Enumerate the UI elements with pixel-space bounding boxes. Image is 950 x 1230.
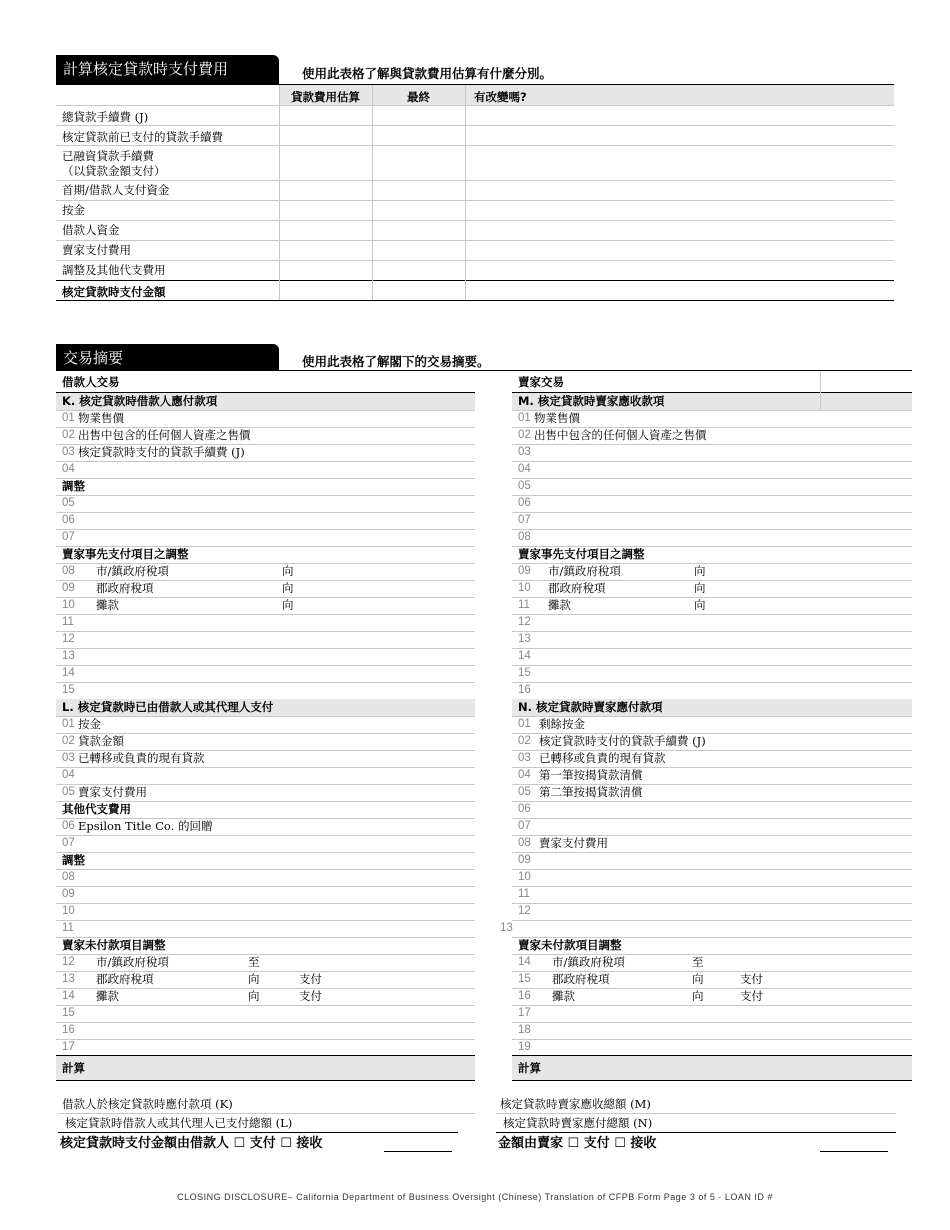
amount-blank (384, 1151, 452, 1152)
item: 郡政府稅項 (96, 581, 154, 595)
section2-tab: 交易摘要 (56, 344, 279, 371)
final-label: 核定貸款時支付金額由借款人 (60, 1136, 230, 1151)
line-number: 09 (62, 888, 75, 900)
line-number: 01 (518, 412, 531, 424)
line (512, 1005, 912, 1006)
line-number: 04 (62, 769, 75, 781)
unpaid-title: 賣家未付款項目調整 (62, 938, 166, 952)
paid: 支付 (740, 972, 763, 986)
line (56, 105, 894, 106)
paid: 支付 (740, 989, 763, 1003)
borrower-title: 借款人交易 (62, 375, 120, 389)
line-number: 07 (518, 514, 531, 526)
l-header: L. 核定貸款時已由借款人或其代理人支付 (62, 700, 274, 714)
calc-row: 核定貸款時賣家應付總額 (N) (503, 1116, 653, 1130)
line-number: 13 (62, 973, 75, 985)
line (56, 280, 894, 281)
line-number: 07 (62, 837, 75, 849)
line-number: 04 (518, 463, 531, 475)
line (512, 801, 912, 802)
line-number: 09 (518, 565, 531, 577)
line (372, 85, 373, 300)
final-label: 金額由賣家 (498, 1136, 564, 1151)
item: 市/鎮政府稅項 (552, 955, 625, 969)
line (512, 682, 912, 683)
line-number: 16 (62, 1024, 75, 1036)
adjustments-title: 調整 (62, 479, 85, 493)
row-total-fees: 總貸款手續費 (J) (62, 110, 149, 124)
row-financed-sub: （以貸款金額支付） (62, 164, 166, 178)
line-number: 15 (518, 667, 531, 679)
calc-title: 計算 (62, 1061, 85, 1075)
to: 向 (694, 564, 706, 578)
line (56, 1022, 475, 1023)
line-number: 14 (518, 956, 531, 968)
item: 攤款 (96, 598, 119, 612)
item: 已轉移或負責的現有貸款 (539, 751, 666, 765)
item: 郡政府稅項 (96, 972, 154, 986)
item: 賣家支付費用 (539, 836, 608, 850)
row-adjustments: 調整及其他代支費用 (62, 263, 166, 277)
to: 向 (694, 581, 706, 595)
line-number: 05 (518, 480, 531, 492)
line-number: 17 (62, 1041, 75, 1053)
line (512, 818, 912, 819)
line-item: 已轉移或負責的現有貸款 (78, 751, 205, 765)
line-number: 01 (62, 412, 75, 424)
line-number: 03 (518, 752, 531, 764)
line (496, 1113, 896, 1114)
line (56, 1039, 475, 1040)
line (56, 220, 894, 221)
line-number: 03 (62, 446, 75, 458)
line (56, 648, 475, 649)
line (512, 597, 912, 598)
line-item: 核定貸款時支付的貸款手續費 (J) (78, 445, 245, 459)
line (56, 920, 475, 921)
to: 向 (692, 989, 704, 1003)
line (56, 869, 475, 870)
line-number: 13 (500, 922, 513, 934)
col-final: 最終 (407, 90, 430, 104)
line-number: 10 (518, 582, 531, 594)
row-funds: 借款人資金 (62, 223, 120, 237)
line (56, 512, 475, 513)
row-seller-credits: 賣家支付費用 (62, 243, 131, 257)
adjustments2-title: 調整 (62, 853, 85, 867)
calc-bg (512, 1056, 912, 1080)
line-number: 07 (62, 531, 75, 543)
line (512, 1022, 912, 1023)
section1-intro: 使用此表格了解與貸款費用估算有什麼分別。 (302, 66, 553, 81)
line-number: 19 (518, 1041, 531, 1053)
line-number: 13 (518, 633, 531, 645)
line-number: 16 (518, 684, 531, 696)
line-item: 貸款金額 (78, 734, 124, 748)
line (512, 461, 912, 462)
line-number: 12 (518, 616, 531, 628)
calc-row: 核定貸款時賣家應收總額 (M) (500, 1097, 651, 1111)
calc-row: 借款人於核定貸款時應付款項 (K) (62, 1097, 233, 1111)
line-number: 07 (518, 820, 531, 832)
line (512, 648, 912, 649)
line-number: 14 (518, 650, 531, 662)
item: 郡政府稅項 (552, 972, 610, 986)
to: 向 (248, 972, 260, 986)
section1-tab: 計算核定貸款時支付費用 (56, 55, 279, 84)
prepaid-title: 賣家事先支付項目之調整 (62, 547, 189, 561)
line (56, 125, 894, 126)
n-header: N. 核定貸款時賣家應付款項 (518, 700, 663, 714)
line (512, 631, 912, 632)
line-item: 出售中包含的任何個人資產之售價 (534, 428, 707, 442)
item: 第二筆按揭貸款清償 (539, 785, 643, 799)
item: 市/鎮政府稅項 (548, 564, 621, 578)
line-number: 02 (518, 735, 531, 747)
to: 向 (694, 598, 706, 612)
line (56, 886, 475, 887)
line-number: 11 (62, 616, 74, 628)
row-cash-to-close: 核定貸款時支付金額 (62, 285, 166, 299)
to: 向 (692, 972, 704, 986)
to: 向 (282, 564, 294, 578)
line (496, 1132, 896, 1133)
item: 攤款 (552, 989, 575, 1003)
line-number: 06 (518, 497, 531, 509)
line (512, 869, 912, 870)
item: 市/鎮政府稅項 (96, 955, 169, 969)
line-number: 08 (518, 531, 531, 543)
line-number: 06 (518, 803, 531, 815)
line-item: 物業售價 (534, 411, 580, 425)
line-number: 14 (62, 990, 75, 1002)
unpaid-title: 賣家未付款項目調整 (518, 938, 622, 952)
to: 至 (692, 955, 704, 969)
line (512, 903, 912, 904)
line (58, 1132, 458, 1133)
line-number: 05 (62, 786, 75, 798)
line-number: 05 (62, 497, 75, 509)
line (56, 240, 894, 241)
line (56, 903, 475, 904)
col-estimate: 貸款費用估算 (291, 90, 360, 104)
line-number: 10 (62, 905, 75, 917)
line (56, 529, 475, 530)
line-item: 按金 (78, 717, 101, 731)
line-item: 物業售價 (78, 411, 124, 425)
line-number: 15 (62, 684, 75, 696)
row-financed: 已融資貸款手續費 (62, 149, 154, 163)
line-number: 17 (518, 1007, 531, 1019)
line (512, 1039, 912, 1040)
line (512, 665, 912, 666)
line-number: 02 (518, 429, 531, 441)
line-number: 02 (62, 429, 75, 441)
line-number: 09 (518, 854, 531, 866)
to: 至 (248, 955, 260, 969)
calc-row: 核定貸款時借款人或其代理人已支付總額 (L) (65, 1116, 293, 1130)
line-number: 10 (518, 871, 531, 883)
line-number: 02 (62, 735, 75, 747)
line (465, 85, 466, 300)
line-number: 03 (62, 752, 75, 764)
line (56, 767, 475, 768)
line (56, 631, 475, 632)
line (56, 665, 475, 666)
line (56, 716, 475, 717)
line (512, 614, 912, 615)
line-number: 15 (62, 1007, 75, 1019)
seller-title: 賣家交易 (518, 375, 564, 389)
line-number: 11 (62, 922, 74, 934)
section2-intro: 使用此表格了解閣下的交易摘要。 (302, 354, 490, 369)
line-number: 05 (518, 786, 531, 798)
line (56, 852, 475, 853)
line (56, 495, 475, 496)
row-downpayment: 首期/借款人支付資金 (62, 183, 170, 197)
line-number: 04 (518, 769, 531, 781)
line (56, 180, 894, 181)
k-header: K. 核定貸款時借款人應付款項 (62, 394, 218, 408)
final-line (498, 1135, 656, 1152)
line (512, 529, 912, 530)
line-number: 12 (62, 956, 75, 968)
line-number: 01 (62, 718, 75, 730)
line (512, 852, 912, 853)
line (56, 300, 894, 301)
line-number: 01 (518, 718, 531, 730)
line-number: 12 (62, 633, 75, 645)
amount-blank (820, 1151, 888, 1152)
line-item: 賣家支付費用 (78, 785, 147, 799)
line (56, 200, 894, 201)
line (512, 1080, 912, 1081)
line-number: 12 (518, 905, 531, 917)
line (512, 444, 912, 445)
pay-checkbox[interactable]: ☐ 支付 (563, 1136, 615, 1151)
line-item: 出售中包含的任何個人資產之售價 (78, 428, 251, 442)
line (56, 682, 475, 683)
line-number: 13 (62, 650, 75, 662)
to: 向 (282, 581, 294, 595)
page-footer: CLOSING DISCLOSURE– California Department of Business Oversight (Chinese) Translation of CFPB Form Page 3 of 5 · LOAN ID # (177, 1192, 773, 1202)
item: 第一筆按揭貸款清償 (539, 768, 643, 782)
to: 向 (282, 598, 294, 612)
line-number: 10 (62, 599, 75, 611)
pay-checkbox[interactable]: ☐ 支付 (229, 1136, 281, 1151)
item: 攤款 (96, 989, 119, 1003)
line-number: 09 (62, 582, 75, 594)
line-item: Epsilon Title Co. 的回贈 (78, 819, 213, 833)
line (512, 886, 912, 887)
line (56, 1080, 475, 1081)
item: 剩餘按金 (539, 717, 585, 731)
calc-bg (56, 1056, 475, 1080)
row-paid-before: 核定貸款前已支付的貸款手續費 (62, 130, 223, 144)
m-header: M. 核定貸款時賣家應收款項 (518, 394, 665, 408)
row-deposit: 按金 (62, 203, 85, 217)
to: 向 (248, 989, 260, 1003)
line-number: 08 (62, 871, 75, 883)
line (512, 920, 912, 921)
line-number: 08 (518, 837, 531, 849)
paid: 支付 (299, 972, 322, 986)
line (512, 512, 912, 513)
final-line (60, 1135, 322, 1152)
line (56, 1005, 475, 1006)
paid: 支付 (299, 989, 322, 1003)
line-number: 18 (518, 1024, 531, 1036)
line-number: 14 (62, 667, 75, 679)
receive-checkbox[interactable]: ☐ 接收 (614, 1136, 657, 1151)
line-number: 11 (518, 599, 530, 611)
other-credits-title: 其他代支費用 (62, 802, 131, 816)
line (56, 835, 475, 836)
item: 核定貸款時支付的貸款手續費 (J) (539, 734, 706, 748)
line-number: 11 (518, 888, 530, 900)
prepaid-title: 賣家事先支付項目之調整 (518, 547, 645, 561)
line (58, 1113, 475, 1114)
line-number: 06 (62, 514, 75, 526)
line (56, 461, 475, 462)
line (512, 495, 912, 496)
item: 郡政府稅項 (548, 581, 606, 595)
line (56, 260, 894, 261)
line-number: 06 (62, 820, 75, 832)
col-changed: 有改變嗎? (474, 90, 527, 104)
line (56, 478, 475, 479)
line-number: 03 (518, 446, 531, 458)
calc-title: 計算 (518, 1061, 541, 1075)
line-number: 16 (518, 990, 531, 1002)
line-number: 08 (62, 565, 75, 577)
line (512, 478, 912, 479)
line (820, 371, 821, 410)
line-number: 15 (518, 973, 531, 985)
receive-checkbox[interactable]: ☐ 接收 (280, 1136, 323, 1151)
item: 攤款 (548, 598, 571, 612)
line (279, 85, 280, 300)
item: 市/鎮政府稅項 (96, 564, 169, 578)
line (56, 614, 475, 615)
line-number: 04 (62, 463, 75, 475)
